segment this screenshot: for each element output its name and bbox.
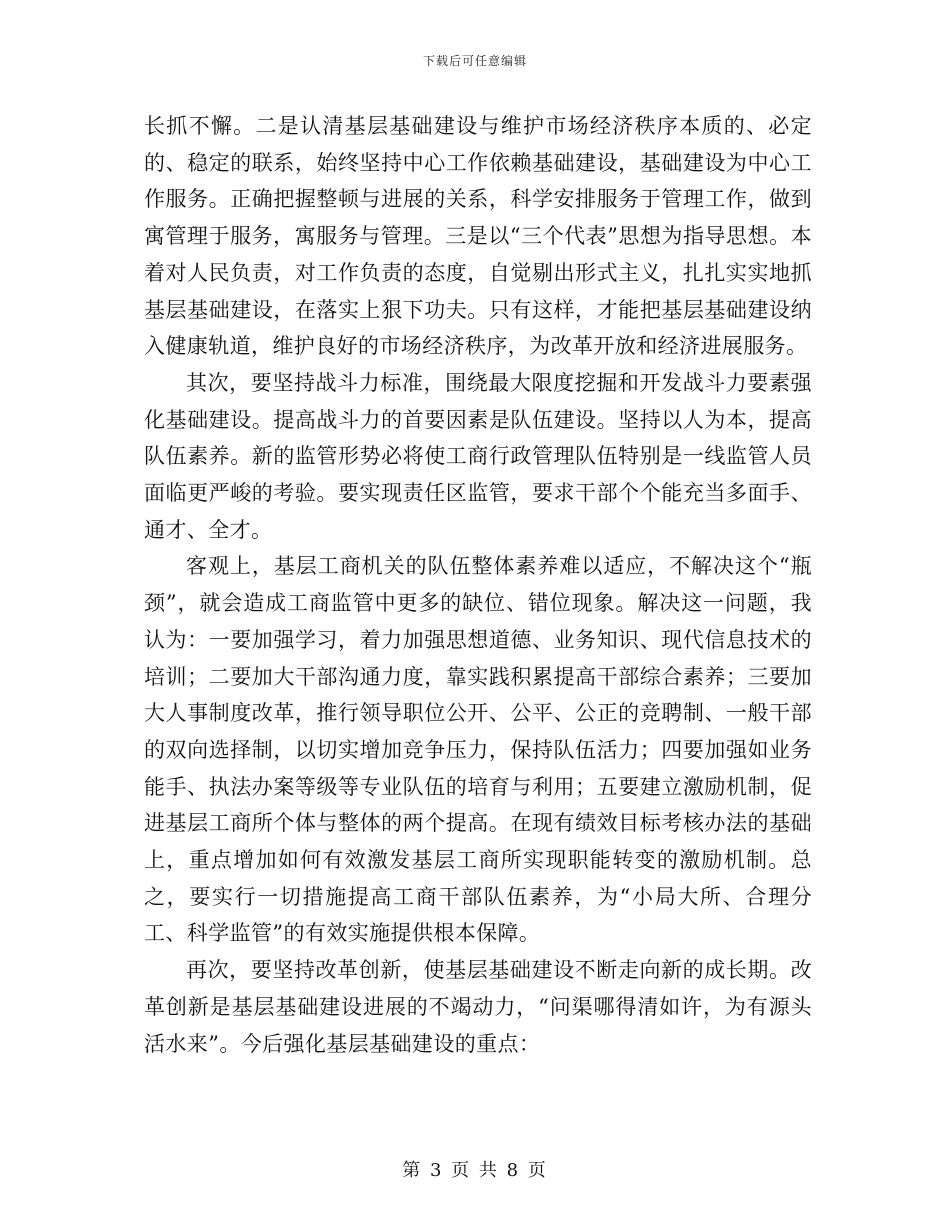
document-body xyxy=(144,108,812,1062)
page-number-footer: 第 3 页 共 8 页 xyxy=(402,1160,548,1181)
paragraph-continuation: 长抓不懈。二是认清基层基础建设与维护市场经济秩序本质的、必定的、稳定的联系，始终坚持中心工作依赖基础建设，基础建设为中心工作服务。正确把握整顿与进展的关系，科学安排服务于管理工作，做到寓管理于服务，寓服务与管理。三是以“三个代表”思想为指导思想。本着对人民负责，对工作负责的态度，自觉剔出形式主义，扎扎实实地抓基层基础建设，在落实上狠下功夫。只有这样，才能把基层基础建设纳入健康轨道，维护良好的市场经济秩序，为改革开放和经济进展服务。 xyxy=(144,114,812,359)
page-header: 下载后可任意编辑 xyxy=(422,54,527,68)
paragraph-second: 其次，要坚持战斗力标准，围绕最大限度挖掘和开发战斗力要素强化基础建设。提高战斗力的首要因素是队伍建设。坚持以人为本，提高队伍素养。新的监管形势必将使工商行政管理队伍特别是一线监管人员面临更严峻的考验。要实现责任区监管，要求干部个个能充当多面手、通才、全才。 xyxy=(144,370,812,542)
paragraph-third: 客观上，基层工商机关的队伍整体素养难以适应，不解决这个“瓶颈”，就会造成工商监管中更多的缺位、错位现象。解决这一问题，我认为：一要加强学习，着力加强思想道德、业务知识、现代信息技术的培训；二要加大干部沟通力度，靠实践积累提高干部综合素养；三要加大人事制度改革，推行领导职位公开、公平、公正的竞聘制、一般干部的双向选择制，以切实增加竞争压力，保持队伍活力；四要加强如业务能手、执法办案等级等专业队伍的培育与利用；五要建立激励机制，促进基层工商所个体与整体的两个提高。在现有绩效目标考核办法的基础上，重点增加如何有效激发基层工商所实现职能转变的激励机制。总之，要实行一切措施提高工商干部队伍素养，为“小局大所、合理分工、科学监管”的有效实施提供根本保障。 xyxy=(144,554,812,946)
paragraph-fourth: 再次，要坚持改革创新，使基层基础建设不断走向新的成长期。改革创新是基层基础建设进展的不竭动力，“问渠哪得清如许，为有源头活水来”。今后强化基层基础建设的重点： xyxy=(144,958,812,1056)
